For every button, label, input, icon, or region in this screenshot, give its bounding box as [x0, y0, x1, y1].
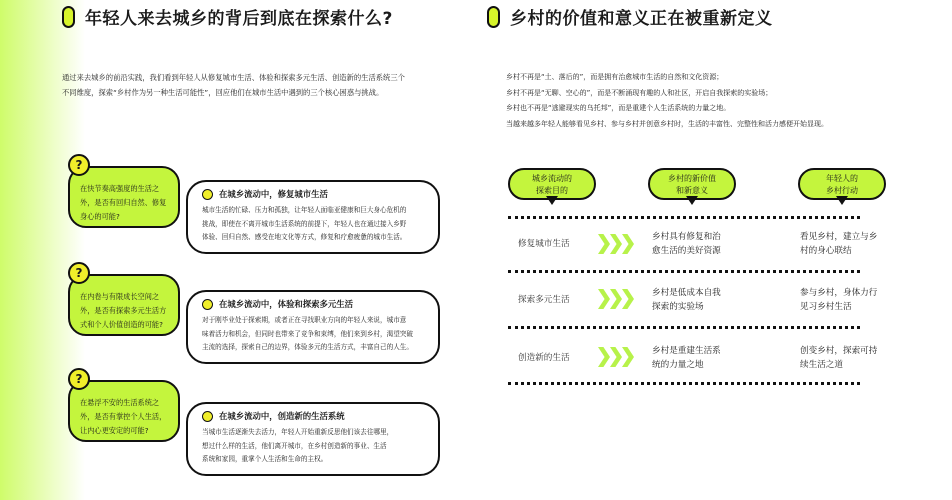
card-body: 对于刚毕业处于探索期，或者正在寻找职业方向的年轻人来说，城市意 味着活力和机会，但同时也带来了竞争和束缚，他们来到乡村，渴望突破 主流的选择，探索自己的边界，体验多元的生活方式，丰富自己的人生。	[202, 316, 413, 351]
question-bubble-2: ? 在内卷与有限成长空间之 外，是否有探索多元生活方 式和个人价值创造的可能?	[68, 274, 180, 336]
row-action: 参与乡村，身体力行 见习乡村生活	[800, 288, 878, 312]
row-label: 创造新的生活	[518, 353, 570, 363]
bullet-dot-icon	[202, 411, 213, 422]
left-intro: 通过来去城乡的前沿实践，我们看到年轻人从修复城市生活、体验和探索多元生活、创造新的生活系统三个 不同维度，探索“乡村作为另一种生活可能性”，回应他们在城市生活中遇到的三个核心困惑与挑战。	[62, 73, 405, 97]
column-header-value: 乡村的新价值 和新意义	[648, 168, 736, 200]
card-explore-diverse-life	[186, 290, 440, 364]
question-mark-icon: ?	[68, 154, 90, 176]
card-create-new-system	[186, 402, 440, 476]
question-mark-icon: ?	[68, 368, 90, 390]
question-mark-icon: ?	[68, 262, 90, 284]
card-repair-city-life	[186, 180, 440, 254]
dotted-divider	[508, 326, 860, 329]
arrow-right-icon	[598, 289, 634, 309]
row-action: 看见乡村，建立与乡 村的身心联结	[800, 232, 878, 256]
column-header-action: 年轻人的 乡村行动	[798, 168, 886, 200]
row-action: 创变乡村，探索可持 续生活之道	[800, 346, 878, 370]
row-label: 修复城市生活	[518, 239, 570, 249]
card-title: 在城乡流动中，体验和探索多元生活	[219, 299, 353, 309]
dotted-divider	[508, 270, 860, 273]
right-title: 乡村的价值和意义正在被重新定义	[487, 4, 773, 29]
column-header-purpose: 城乡流动的 探索目的	[508, 168, 596, 200]
question-bubble-3: ? 在悬浮不安的生活系统之 外，是否有掌控个人生活， 让内心更安定的可能?	[68, 380, 180, 442]
right-intro: 乡村不再是“土、落后的”，而是拥有治愈城市生活的自然和文化资源； 乡村不再是“无聊、空心的”，而是不断涌现有趣的人和社区，开启自我探索的实验场； 乡村也不再是“逃避现实的乌托邦”，而是重建个人生活系统的力量之地。 当越来越多年轻人能够看见乡村、参与乡村并创意乡村时，生活的丰富性、完整性和活力感便开始显现。	[506, 73, 828, 128]
chevron-down-icon	[836, 196, 848, 205]
title-marker-icon	[62, 6, 75, 28]
row-label: 探索多元生活	[518, 295, 570, 305]
question-bubble-1: ? 在快节奏高强度的生活之 外，是否有回归自然、修复 身心的可能?	[68, 166, 180, 228]
dotted-divider	[508, 216, 860, 219]
chevron-down-icon	[686, 196, 698, 205]
dotted-divider	[508, 382, 860, 385]
chevron-down-icon	[546, 196, 558, 205]
card-title: 在城乡流动中，创造新的生活系统	[219, 411, 345, 421]
card-body: 当城市生活逐渐失去活力，年轻人开始重新反思他们该去往哪里， 想过什么样的生活，他们离开城市，在乡村创造新的事业、生活 系统和家园，重掌个人生活和生命的主权。	[202, 428, 394, 463]
row-value: 乡村具有修复和治 愈生活的美好资源	[652, 232, 721, 256]
row-value: 乡村是重建生活系 统的力量之地	[652, 346, 721, 370]
card-body: 城市生活的忙碌、压力和孤独，让年轻人面临亚健康和巨大身心危机的 挑战，即使在不离开城市生活系统的前提下，年轻人也在通过接入乡野 体验、回归自然、感受在地文化等方式，修复和疗愈疲惫的城市生活。	[202, 206, 407, 241]
arrow-right-icon	[598, 347, 634, 367]
row-value: 乡村是低成本自我 探索的实验场	[652, 288, 721, 312]
arrow-right-icon	[598, 234, 634, 254]
left-title: 年轻人来去城乡的背后到底在探索什么?	[62, 4, 393, 29]
title-marker-icon	[487, 6, 500, 28]
bullet-dot-icon	[202, 299, 213, 310]
bullet-dot-icon	[202, 189, 213, 200]
card-title: 在城乡流动中，修复城市生活	[219, 189, 328, 199]
